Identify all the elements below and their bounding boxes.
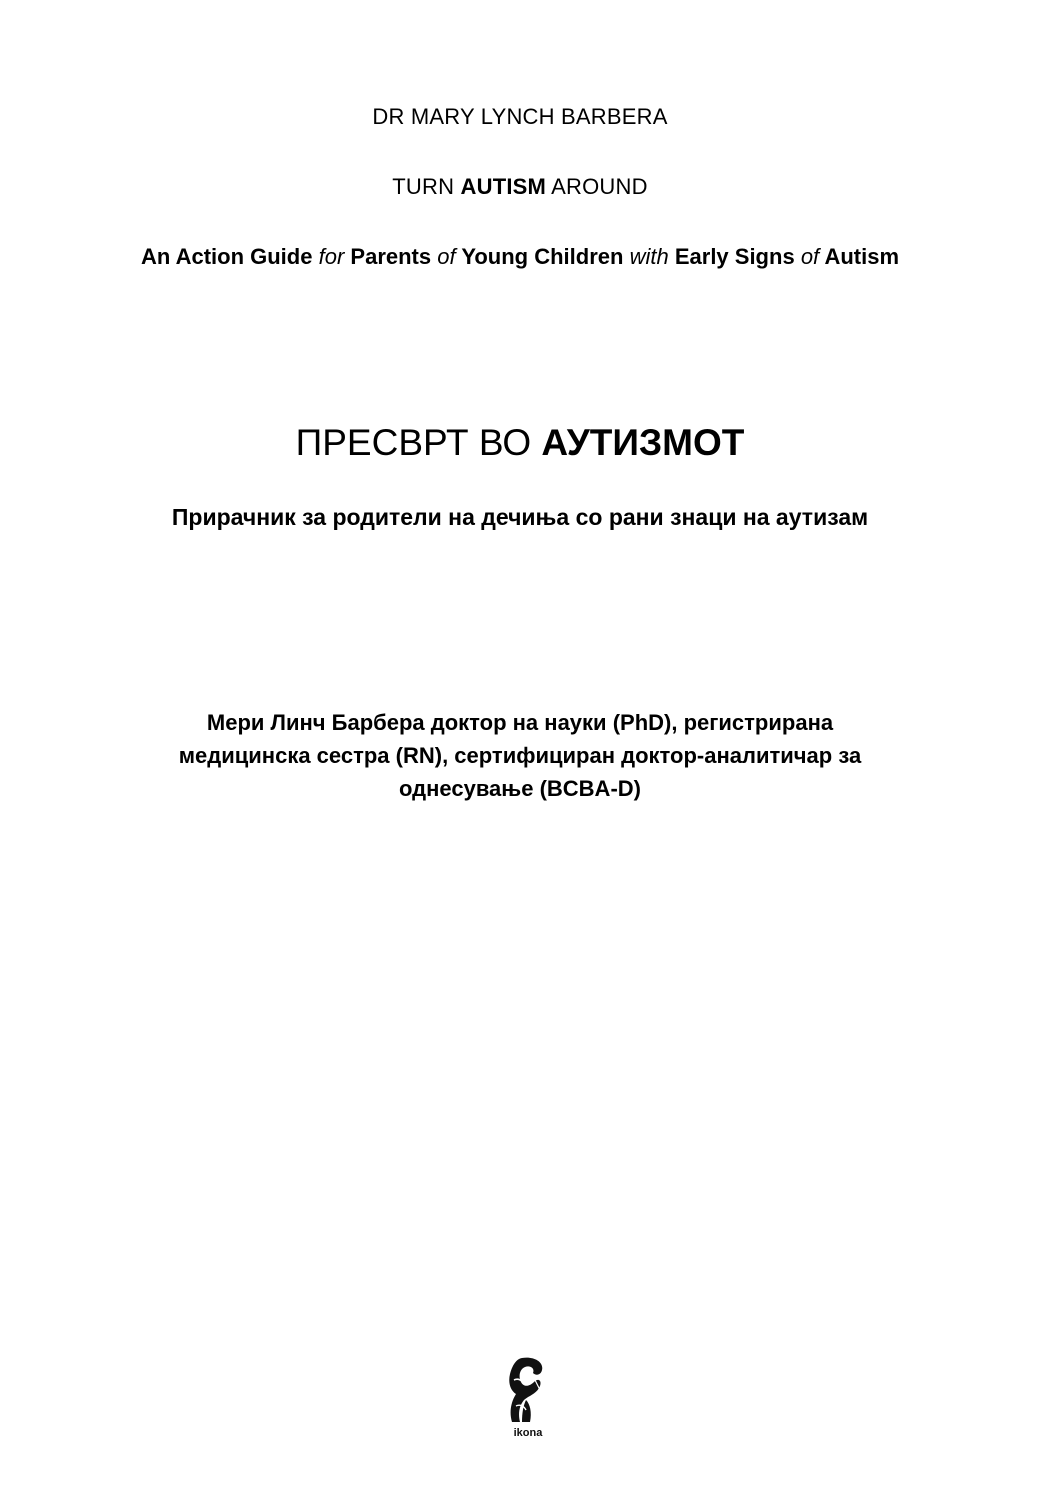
book-subtitle-english: An Action Guide for Parents of Young Children with Early Signs of Autism (140, 244, 900, 269)
author-credentials-line: однесување (BCBA-D) (399, 776, 641, 801)
author-credentials-macedonian (120, 706, 920, 805)
ikona-logo-icon (500, 1356, 556, 1442)
publisher-logo (500, 1356, 556, 1442)
book-subtitle-macedonian: Прирачник за родители на дечиња со рани знаци на аутизам (171, 504, 869, 530)
author-name-english: DR MARY LYNCH BARBERA (372, 104, 668, 129)
publisher-logo-text: ikona (513, 1427, 543, 1439)
book-title-macedonian: ПРЕСВРТ ВО АУТИЗМОТ (295, 422, 745, 463)
book-title-english: TURN AUTISM AROUND (392, 174, 648, 199)
author-credentials-line: Мери Линч Барбера доктор на науки (PhD), регистрирана (206, 710, 834, 735)
author-credentials-line: медицинска сестра (RN), сертифициран доктор-аналитичар за (178, 743, 862, 768)
